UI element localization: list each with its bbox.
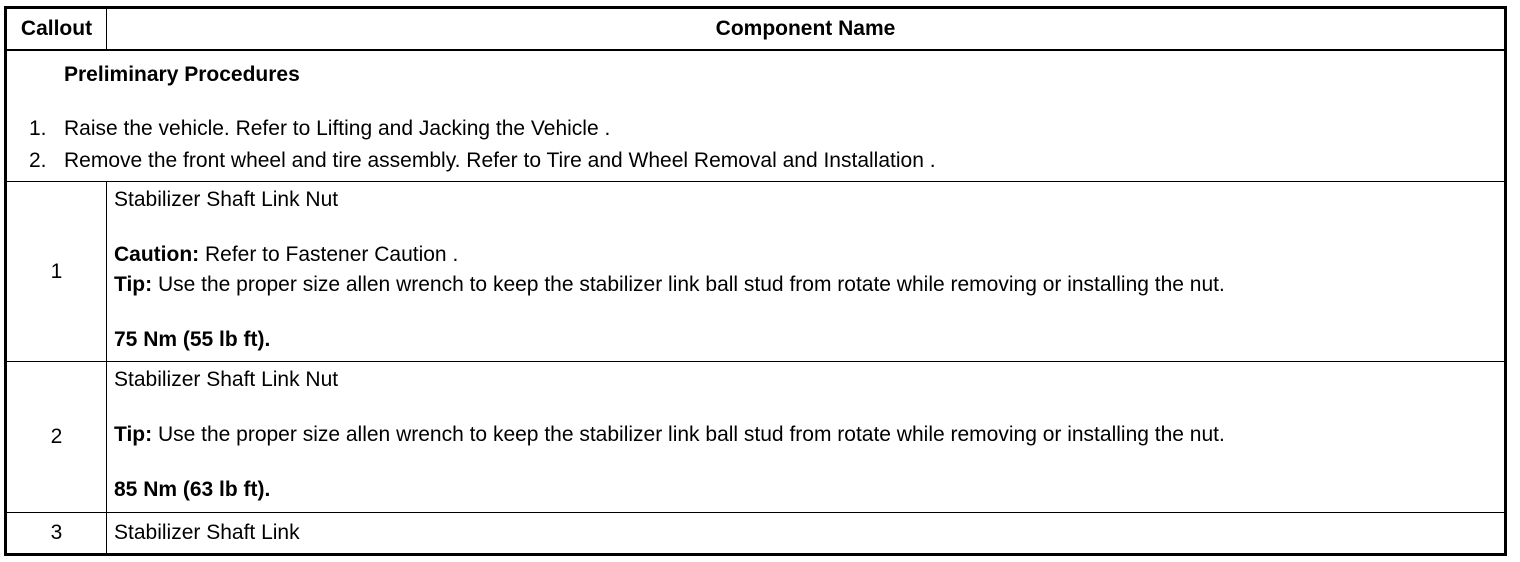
callout-header: Callout	[6, 8, 107, 51]
preliminary-step	[7, 149, 1504, 181]
torque-spec: 75 Nm (55 lb ft).	[114, 328, 271, 351]
preliminary-step	[7, 117, 1504, 149]
preliminary-procedures-cell	[6, 50, 1506, 182]
component-cell	[107, 362, 1506, 513]
step-text: Raise the vehicle. Refer to Lifting and Jacking the Vehicle .	[64, 117, 611, 140]
caution-text: Refer to Fastener Caution .	[199, 243, 459, 266]
tip-line	[114, 273, 1504, 297]
preliminary-procedures-title: Preliminary Procedures	[64, 63, 300, 86]
tip-text: Use the proper size allen wrench to keep the stabilizer link ball stud from rotate while removing or installing the nut.	[152, 273, 1225, 296]
callout-number: 2	[6, 362, 107, 513]
component-name: Stabilizer Shaft Link Nut	[114, 368, 339, 391]
component-table	[4, 6, 1507, 556]
component-cell	[107, 182, 1506, 362]
table-row	[6, 362, 1506, 513]
tip-label: Tip:	[114, 423, 153, 446]
component-name-header: Component Name	[107, 8, 1506, 51]
step-number: 1.	[29, 117, 47, 140]
preliminary-row	[6, 50, 1506, 182]
callout-number: 1	[6, 182, 107, 362]
step-text: Remove the front wheel and tire assembly. Refer to Tire and Wheel Removal and Installation .	[64, 149, 936, 172]
preliminary-steps	[7, 117, 1504, 181]
step-number: 2.	[29, 149, 47, 172]
caution-label: Caution:	[114, 243, 200, 266]
component-name: Stabilizer Shaft Link	[114, 521, 300, 544]
callout-number: 3	[6, 513, 107, 555]
tip-label: Tip:	[114, 273, 153, 296]
component-name: Stabilizer Shaft Link Nut	[114, 188, 339, 211]
torque-spec: 85 Nm (63 lb ft).	[114, 478, 271, 501]
tip-text: Use the proper size allen wrench to keep the stabilizer link ball stud from rotate while removing or installing the nut.	[152, 423, 1225, 446]
header-row	[6, 8, 1506, 51]
tip-line	[114, 423, 1504, 447]
table-row	[6, 513, 1506, 555]
caution-line	[114, 243, 1504, 267]
component-cell	[107, 513, 1506, 555]
table-row	[6, 182, 1506, 362]
